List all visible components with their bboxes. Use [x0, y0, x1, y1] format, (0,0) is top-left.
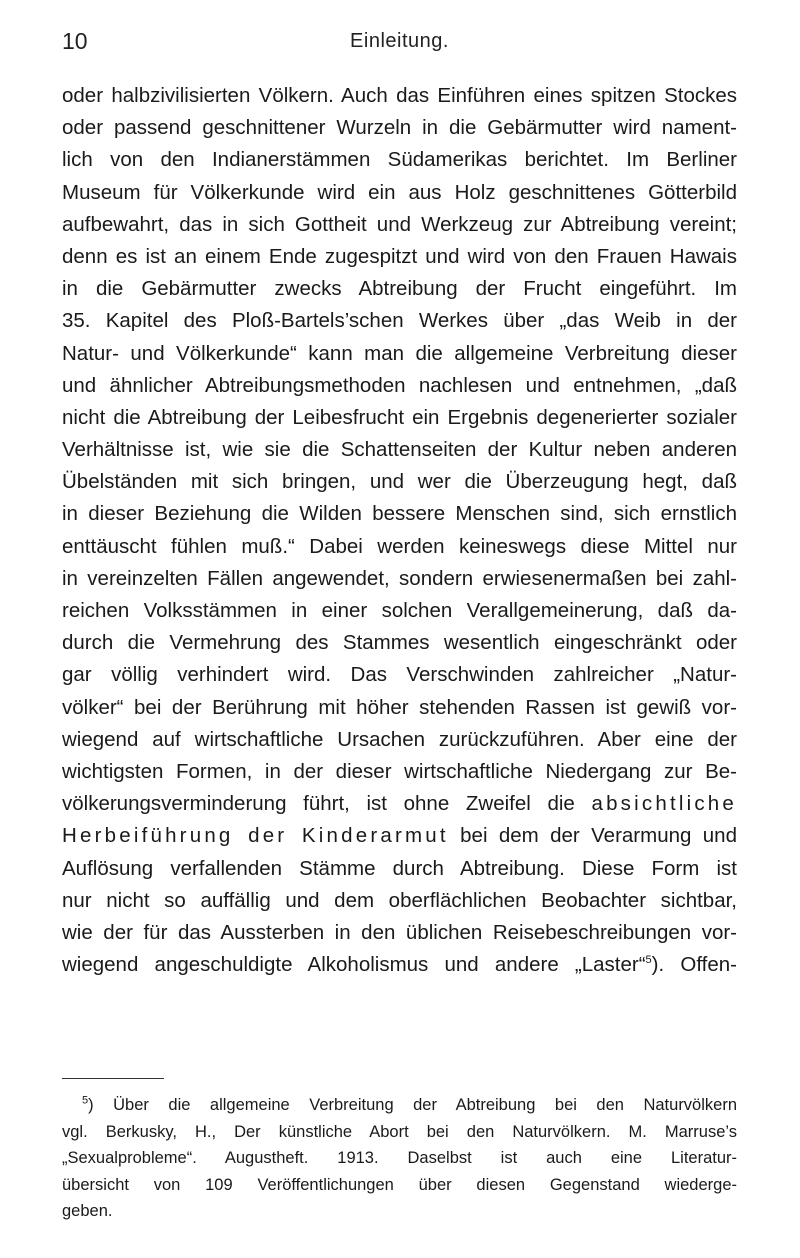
spaced-emphasis: Herbeiführung der Kinderarmut [62, 824, 449, 848]
text-line: reichen Volksstämmen in einer solchen Verallgemeinerung, daß da- [62, 599, 737, 622]
text-line: oder passend geschnittener Wurzeln in die Gebärmutter wird nament- [62, 116, 737, 140]
text-line: durch die Vermehrung des Stammes wesentlich eingeschränkt oder [62, 631, 737, 655]
footnote [62, 1092, 737, 1225]
footnote-line: vgl. Berkusky, H., Der künstliche Abort bei den Naturvölkern. M. Marruse’s [62, 1122, 737, 1141]
text-line-with-footnote-ref [62, 949, 737, 981]
text-line: 35. Kapitel des Ploß-Bartels’schen Werkes über „das Weib in der [62, 309, 737, 333]
footnote-line: übersicht von 109 Veröffentlichungen über diesen Gegenstand wiederge- [62, 1175, 737, 1194]
page-number: 10 [62, 28, 88, 54]
text-line: wichtigsten Formen, in der dieser wirtschaftliche Niedergang zur Be- [62, 759, 737, 783]
text-line: Verhältnisse ist, wie sie die Schattenseiten der Kultur neben anderen [62, 438, 737, 462]
text-line: Übelständen mit sich bringen, und wer die Überzeugung hegt, daß [62, 470, 737, 494]
text-line: wie der für das Aussterben in den üblichen Reisebeschreibungen vor- [62, 920, 737, 944]
text-line: denn es ist an einem Ende zugespitzt und wird von den Frauen Hawais [62, 244, 737, 268]
text-line-with-emphasis [62, 820, 737, 852]
text-line: gar völlig verhindert wird. Das Verschwinden zahlreicher „Natur- [62, 663, 737, 687]
text-line: völker“ bei der Berührung mit höher stehenden Rassen ist gewiß vor- [62, 695, 737, 719]
text-line: und ähnlicher Abtreibungsmethoden nachlesen und entnehmen, „daß [62, 373, 737, 397]
main-text [62, 80, 737, 981]
footnote-text: ) Über die allgemeine Verbreitung der Abtreibung bei den Naturvölkern [88, 1096, 737, 1114]
text-line: in die Gebärmutter zwecks Abtreibung der Frucht eingeführt. Im [62, 277, 737, 301]
text-line: enttäuscht fühlen muß.“ Dabei werden keineswegs diese Mittel nur [62, 534, 737, 558]
text-line: nicht die Abtreibung der Leibesfrucht ein Ergebnis degenerierter sozialer [62, 405, 737, 429]
running-title: Einleitung. [350, 30, 449, 52]
spaced-emphasis: absichtliche [591, 792, 737, 816]
footnote-marker: 5 [82, 1094, 89, 1107]
text-line-segment: völkerungsverminderung führt, ist ohne Zweifel die [62, 792, 575, 816]
text-line: wiegend auf wirtschaftliche Ursachen zurückzuführen. Aber eine der [62, 727, 737, 751]
text-line: aufbewahrt, das in sich Gottheit und Werkzeug zur Abtreibung vereint; [62, 212, 737, 236]
text-line: Museum für Völkerkunde wird ein aus Holz geschnittenes Götterbild [62, 180, 737, 204]
footnote-divider [62, 1078, 164, 1079]
text-line: Natur- und Völkerkunde“ kann man die allgemeine Verbreitung dieser [62, 341, 737, 365]
page-header [62, 28, 737, 62]
text-line-with-emphasis [62, 788, 737, 820]
footnote-line: „Sexualprobleme“. Augustheft. 1913. Daselbst ist auch eine Literatur- [62, 1149, 737, 1167]
text-line: Auflösung verfallenden Stämme durch Abtreibung. Diese Form ist [62, 856, 737, 880]
text-line: in vereinzelten Fällen angewendet, sondern erwiesenermaßen bei zahl- [62, 566, 737, 590]
text-line-segment: bei dem der Verarmung und [460, 824, 737, 848]
text-line: lich von den Indianerstämmen Südamerikas berichtet. Im Berliner [62, 148, 737, 172]
text-line: oder halbzivilisierten Völkern. Auch das Einführen eines spitzen Stockes [62, 84, 737, 107]
text-line: in dieser Beziehung die Wilden bessere Menschen sind, sich ernstlich [62, 502, 737, 526]
footnote-line: geben. [62, 1202, 113, 1220]
text-line-segment: ). Offen- [651, 953, 737, 977]
text-line-segment: wiegend angeschuldigte Alkoholismus und andere „Laster“ [62, 953, 646, 977]
text-line: nur nicht so auffällig und dem oberflächlichen Beobachter sichtbar, [62, 888, 737, 912]
footnote-reference: 5 [645, 954, 652, 967]
footnote-line [62, 1092, 737, 1119]
